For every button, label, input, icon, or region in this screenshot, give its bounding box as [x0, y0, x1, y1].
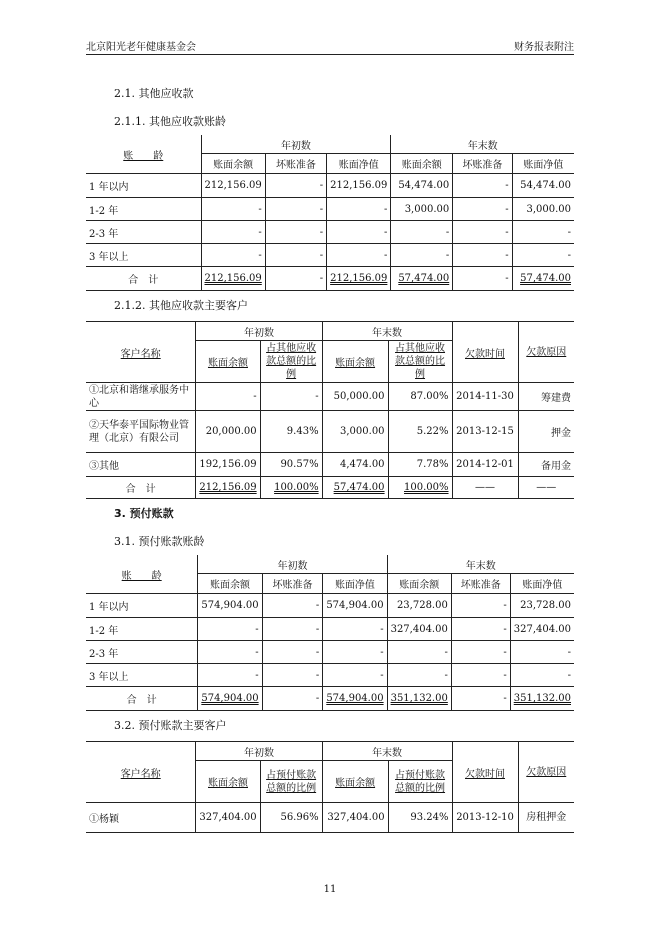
date-header: 欠款时间	[452, 322, 518, 383]
customer-name-header: 客户名称	[86, 322, 196, 383]
cell: 351,132.00	[387, 687, 451, 711]
row-label: 合 计	[86, 687, 198, 711]
end-group-header: 年末数	[387, 555, 574, 574]
cell: -	[265, 244, 326, 267]
cell: -	[327, 221, 391, 244]
end-group-header: 年末数	[391, 135, 574, 154]
cell: -	[262, 618, 323, 641]
cell: -	[327, 198, 391, 221]
cell: ——	[452, 477, 518, 499]
cell: 4,474.00	[322, 453, 388, 477]
cell: 212,156.09	[201, 267, 265, 291]
prepay-aging-table	[86, 555, 574, 711]
cell: -	[453, 198, 512, 221]
table-row	[86, 198, 574, 221]
cell: 5.22%	[388, 411, 452, 453]
cell: -	[453, 174, 512, 198]
cell: 57,474.00	[322, 477, 388, 499]
cell: 2013-12-10	[452, 803, 518, 833]
cell: 93.24%	[388, 803, 452, 833]
table-row	[86, 244, 574, 267]
cell: -	[391, 221, 453, 244]
table-row	[86, 803, 574, 833]
reason-header: 欠款原因	[518, 322, 574, 383]
table-row	[86, 221, 574, 244]
cell: 54,474.00	[512, 174, 574, 198]
col-bad: 坏账准备	[453, 154, 512, 174]
cell: -	[327, 244, 391, 267]
cell: -	[265, 174, 326, 198]
cell: 212,156.09	[327, 174, 391, 198]
begin-group-header: 年初数	[196, 742, 322, 761]
col-book: 账面余额	[196, 341, 260, 383]
other-receivable-aging-table	[86, 135, 574, 291]
org-name: 北京阳光老年健康基金会	[86, 42, 196, 53]
section-heading-3-2: 3.2. 预付账款主要客户	[114, 719, 227, 732]
begin-group-header: 年初数	[196, 322, 322, 341]
cell: -	[453, 221, 512, 244]
customer-name-header: 客户名称	[86, 742, 196, 803]
col-ratio: 占其他应收款总额的比例	[260, 341, 322, 383]
section-heading-2-1-2: 2.1.2. 其他应收款主要客户	[114, 299, 248, 312]
cell: 100.00%	[388, 477, 452, 499]
reason-header: 欠款原因	[518, 742, 574, 803]
cell: 7.78%	[388, 453, 452, 477]
cell: -	[262, 594, 323, 618]
cell: -	[196, 383, 260, 411]
table-row	[86, 453, 574, 477]
table-row	[86, 411, 574, 453]
section-heading-2-1-1: 2.1.1. 其他应收款账龄	[114, 115, 226, 128]
cell: -	[451, 641, 510, 664]
cell: -	[451, 618, 510, 641]
cell: 574,904.00	[198, 594, 262, 618]
cell: -	[453, 244, 512, 267]
col-book: 账面余额	[322, 761, 388, 803]
row-label: 合 计	[86, 267, 201, 291]
section-heading-3-text: 3. 预付账款	[114, 507, 174, 520]
col-bad: 坏账准备	[262, 574, 323, 594]
table-row	[86, 594, 574, 618]
cell: -	[201, 244, 265, 267]
page-number: 11	[323, 884, 337, 895]
section-heading-2-1: 2.1. 其他应收款	[114, 87, 194, 100]
cell: 23,728.00	[510, 594, 574, 618]
row-label: 2-3 年	[86, 221, 201, 244]
cell: 50,000.00	[322, 383, 388, 411]
cell: 56.96%	[260, 803, 322, 833]
col-book: 账面余额	[196, 761, 260, 803]
cell: -	[387, 664, 451, 687]
customer-name: ②天华泰平国际物业管理（北京）有限公司	[86, 411, 196, 453]
cell: 9.43%	[260, 411, 322, 453]
cell: 押金	[518, 411, 574, 453]
aging-col-header: 账 龄	[86, 555, 198, 594]
cell: -	[323, 664, 387, 687]
cell: 192,156.09	[196, 453, 260, 477]
cell: -	[262, 664, 323, 687]
aging-col-header: 账 龄	[86, 135, 201, 174]
section-heading-3-1: 3.1. 预付账款账龄	[114, 535, 205, 548]
table-row	[86, 641, 574, 664]
table-row	[86, 664, 574, 687]
cell: 574,904.00	[323, 594, 387, 618]
cell: 2014-11-30	[452, 383, 518, 411]
row-label: 1-2 年	[86, 618, 198, 641]
cell: 212,156.09	[196, 477, 260, 499]
cell: 3,000.00	[322, 411, 388, 453]
cell: 筹建费	[518, 383, 574, 411]
cell: 23,728.00	[387, 594, 451, 618]
cell: 327,404.00	[510, 618, 574, 641]
cell: -	[262, 687, 323, 711]
section-heading-3	[114, 505, 174, 521]
prepay-customers-table	[86, 741, 574, 833]
cell: -	[453, 267, 512, 291]
cell: -	[323, 618, 387, 641]
cell: 57,474.00	[512, 267, 574, 291]
row-label: 2-3 年	[86, 641, 198, 664]
cell: -	[451, 664, 510, 687]
cell: 327,404.00	[322, 803, 388, 833]
cell: -	[323, 641, 387, 664]
cell: -	[265, 198, 326, 221]
row-label: 合 计	[86, 477, 196, 499]
doc-title: 财务报表附注	[514, 42, 574, 53]
cell: 574,904.00	[323, 687, 387, 711]
cell: -	[265, 267, 326, 291]
cell: 574,904.00	[198, 687, 262, 711]
table-row	[86, 383, 574, 411]
total-row	[86, 687, 574, 711]
row-label: 1 年以内	[86, 174, 201, 198]
cell: -	[198, 641, 262, 664]
cell: 212,156.09	[201, 174, 265, 198]
col-ratio: 占预付账款总额的比例	[260, 761, 322, 803]
col-book: 账面余额	[201, 154, 265, 174]
cell: -	[387, 641, 451, 664]
cell: -	[451, 687, 510, 711]
col-bad: 坏账准备	[451, 574, 510, 594]
row-label: 3 年以上	[86, 244, 201, 267]
cell: -	[510, 641, 574, 664]
cell: 212,156.09	[327, 267, 391, 291]
col-book: 账面余额	[391, 154, 453, 174]
begin-group-header: 年初数	[198, 555, 387, 574]
cell: -	[512, 244, 574, 267]
table-row	[86, 618, 574, 641]
cell: 351,132.00	[510, 687, 574, 711]
customer-name: ③其他	[86, 453, 196, 477]
row-label: 3 年以上	[86, 664, 198, 687]
cell: ——	[518, 477, 574, 499]
col-book: 账面余额	[198, 574, 262, 594]
end-group-header: 年末数	[322, 322, 452, 341]
col-net: 账面净值	[510, 574, 574, 594]
end-group-header: 年末数	[322, 742, 452, 761]
cell: 3,000.00	[512, 198, 574, 221]
cell: 2013-12-15	[452, 411, 518, 453]
cell: 20,000.00	[196, 411, 260, 453]
cell: 54,474.00	[391, 174, 453, 198]
cell: 327,404.00	[196, 803, 260, 833]
row-label: 1-2 年	[86, 198, 201, 221]
col-book: 账面余额	[387, 574, 451, 594]
cell: 3,000.00	[391, 198, 453, 221]
row-label: 1 年以内	[86, 594, 198, 618]
cell: -	[391, 244, 453, 267]
date-header: 欠款时间	[452, 742, 518, 803]
cell: 57,474.00	[391, 267, 453, 291]
total-row	[86, 267, 574, 291]
page-header	[86, 36, 574, 55]
cell: -	[512, 221, 574, 244]
cell: 房租押金	[518, 803, 574, 833]
cell: -	[201, 198, 265, 221]
col-net: 账面净值	[327, 154, 391, 174]
col-bad: 坏账准备	[265, 154, 326, 174]
cell: -	[262, 641, 323, 664]
cell: 327,404.00	[387, 618, 451, 641]
begin-group-header: 年初数	[201, 135, 391, 154]
cell: -	[198, 664, 262, 687]
customer-name: ①杨颖	[86, 803, 196, 833]
cell: -	[510, 664, 574, 687]
cell: 87.00%	[388, 383, 452, 411]
col-book: 账面余额	[322, 341, 388, 383]
table-row	[86, 174, 574, 198]
total-row	[86, 477, 574, 499]
cell: 90.57%	[260, 453, 322, 477]
cell: -	[201, 221, 265, 244]
cell: 2014-12-01	[452, 453, 518, 477]
cell: -	[198, 618, 262, 641]
cell: 备用金	[518, 453, 574, 477]
col-net: 账面净值	[323, 574, 387, 594]
col-ratio: 占预付账款总额的比例	[388, 761, 452, 803]
customer-name: ①北京和谐继承服务中心	[86, 383, 196, 411]
col-net: 账面净值	[512, 154, 574, 174]
other-receivable-customers-table	[86, 321, 574, 499]
col-ratio: 占其他应收款总额的比例	[388, 341, 452, 383]
cell: -	[451, 594, 510, 618]
cell: -	[260, 383, 322, 411]
cell: -	[265, 221, 326, 244]
cell: 100.00%	[260, 477, 322, 499]
